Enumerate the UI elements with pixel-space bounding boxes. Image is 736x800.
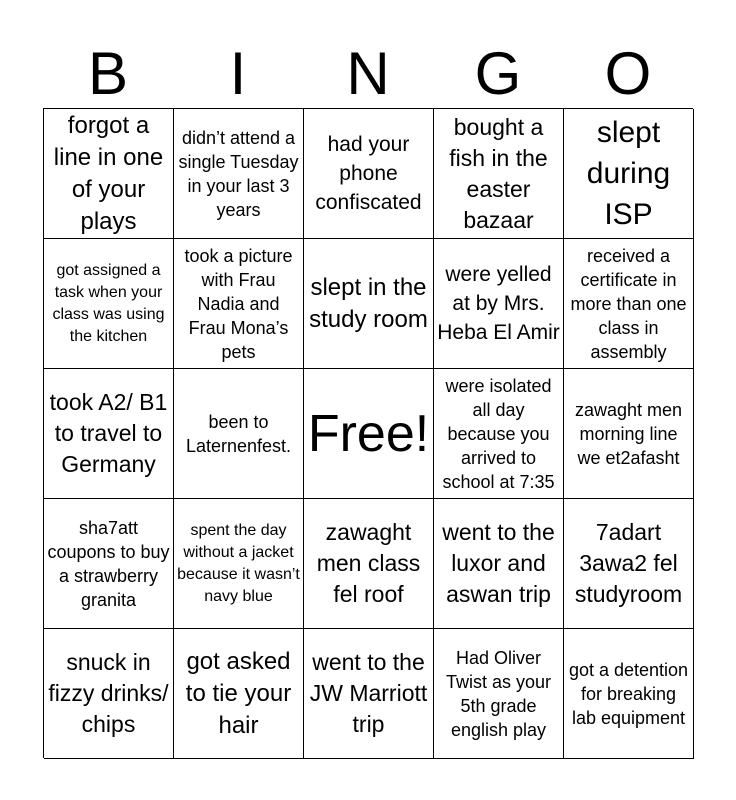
- bingo-cell[interactable]: [44, 109, 174, 239]
- cell-text: sha7att coupons to buy a strawberry granita: [47, 517, 170, 610]
- cell-text: been to Laternenfest.: [185, 411, 292, 456]
- header-letter-i: I: [229, 40, 247, 107]
- cell-text: zawaght men morning line we et2afasht: [574, 399, 683, 468]
- cell-text: slept in the study room: [309, 273, 428, 333]
- cell-text: went to the JW Marriott trip: [309, 649, 428, 737]
- cell-text: took A2/ B1 to travel to Germany: [49, 389, 168, 477]
- bingo-cell[interactable]: [434, 239, 564, 369]
- cell-text: got asked to tie your hair: [185, 647, 292, 739]
- cell-text: received a certificate in more than one class in assembly: [570, 245, 687, 362]
- bingo-card: [43, 108, 693, 758]
- bingo-cell[interactable]: [174, 109, 304, 239]
- cell-text: had your phone confiscated: [315, 133, 422, 214]
- cell-text: slept during ISP: [586, 116, 671, 231]
- bingo-cell[interactable]: [564, 109, 694, 239]
- bingo-cell[interactable]: [564, 369, 694, 499]
- cell-text: spent the day without a jacket because it wasn’t navy blue: [177, 521, 300, 605]
- bingo-cell[interactable]: [44, 629, 174, 759]
- bingo-cell[interactable]: [44, 499, 174, 629]
- bingo-cell[interactable]: [174, 239, 304, 369]
- bingo-cell[interactable]: [564, 239, 694, 369]
- bingo-cell[interactable]: [304, 239, 434, 369]
- bingo-cell[interactable]: [174, 629, 304, 759]
- free-space-cell[interactable]: [304, 369, 434, 499]
- bingo-cell[interactable]: [434, 109, 564, 239]
- cell-text: forgot a line in one of your plays: [53, 111, 164, 235]
- cell-text: went to the luxor and aswan trip: [442, 519, 555, 607]
- free-space-text: Free!: [307, 404, 430, 463]
- cell-text: took a picture with Frau Nadia and Frau Mona’s pets: [184, 245, 293, 362]
- cell-text: got assigned a task when your class was using the kitchen: [52, 261, 165, 345]
- bingo-cell[interactable]: [174, 499, 304, 629]
- bingo-cell[interactable]: [44, 239, 174, 369]
- header-letter-g: G: [474, 40, 522, 107]
- header-letter-b: B: [87, 40, 129, 107]
- cell-text: 7adart 3awa2 fel studyroom: [574, 519, 683, 607]
- bingo-cell[interactable]: [44, 369, 174, 499]
- cell-text: were isolated all day because you arrived to school at 7:35: [442, 375, 555, 492]
- cell-text: Had Oliver Twist as your 5th grade english play: [445, 647, 552, 740]
- bingo-cell[interactable]: [564, 629, 694, 759]
- cell-text: snuck in fizzy drinks/ chips: [48, 649, 169, 737]
- cell-text: were yelled at by Mrs. Heba El Amir: [437, 263, 560, 344]
- header-letter-o: O: [604, 40, 652, 107]
- cell-text: didn’t attend a single Tuesday in your last 3 years: [178, 127, 299, 220]
- cell-text: zawaght men class fel roof: [316, 519, 421, 607]
- bingo-cell[interactable]: [434, 499, 564, 629]
- bingo-cell[interactable]: [174, 369, 304, 499]
- bingo-cell[interactable]: [304, 629, 434, 759]
- bingo-cell[interactable]: [434, 369, 564, 499]
- bingo-header: [43, 36, 693, 112]
- bingo-cell[interactable]: [304, 109, 434, 239]
- cell-text: bought a fish in the easter bazaar: [449, 113, 548, 233]
- bingo-cell[interactable]: [304, 499, 434, 629]
- bingo-cell[interactable]: [564, 499, 694, 629]
- bingo-cell[interactable]: [434, 629, 564, 759]
- header-letter-n: N: [346, 40, 390, 107]
- cell-text: got a detention for breaking lab equipment: [568, 659, 689, 728]
